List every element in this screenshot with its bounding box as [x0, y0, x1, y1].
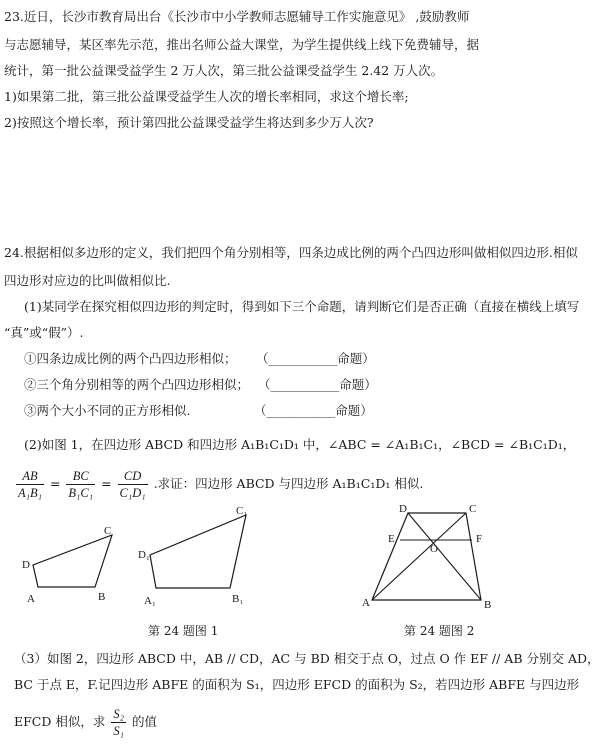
q24-line2: 四边形对应边的比叫做相似比.	[4, 273, 171, 288]
fig1-label-b: B	[98, 591, 106, 603]
fig2-label-d: D	[399, 503, 407, 515]
fraction-ab-numerator: AB	[16, 468, 44, 485]
proposition-1: ①四条边成比例的两个凸四边形相似；	[24, 351, 237, 366]
fraction-bc	[66, 468, 95, 501]
q23-line1: 23.近日，长沙市教育局出台《长沙市中小学教师志愿辅导工作实施意见》 ,鼓励教师	[4, 9, 470, 24]
fraction-s1: S₁	[113, 724, 124, 738]
fraction-ab	[16, 468, 44, 501]
fig1-label-d: D	[22, 559, 30, 571]
fraction-cd-numerator: CD	[118, 468, 148, 485]
part3-line3-suffix: 的值	[131, 714, 157, 729]
q24-part3-line1: （3）如图 2，四边形 ABCD 中，AB // CD，AC 与 BD 相交于点 O，过点 O 作 EF // AB 分别交 AD，	[14, 651, 600, 666]
proposition-3-blank: （___________命题）	[254, 403, 373, 418]
q23-part2: 2)按照这个增长率，预计第四批公益课受益学生将达到多少万人次?	[4, 115, 374, 130]
fig2-label-o: O	[430, 543, 438, 555]
q24-part2-text: (2)如图 1，在四边形 ABCD 和四边形 A₁B₁C₁D₁ 中，∠ABC = ∠A₁B₁C₁，∠BCD = ∠B₁C₁D₁，	[24, 437, 576, 452]
fig1-label-c: C	[104, 525, 112, 537]
fig1b-label-b: B₁	[232, 593, 244, 605]
fraction-s2-s1	[111, 706, 126, 739]
fraction-bc-numerator: BC	[66, 468, 95, 485]
fraction-s2: S₂	[113, 707, 124, 721]
fig1b-label-c: C₁	[236, 505, 248, 517]
quad-abcd	[33, 535, 112, 587]
fraction-ab-denominator: A₁B₁	[18, 486, 42, 500]
q24-part1-line2: “真”或“假”）.	[4, 325, 84, 340]
fig1-label-a: A	[27, 593, 35, 605]
proposition-1-blank: （___________命题）	[256, 351, 375, 366]
fraction-bc-denominator: B₁C₁	[68, 486, 94, 500]
trapezoid-abcd	[372, 513, 481, 600]
equals-sign-1: =	[49, 476, 61, 491]
fig2-label-e: E	[388, 533, 395, 545]
ratio-equality	[14, 466, 423, 502]
q23-line3: 统计，第一批公益课受益学生 2 万人次，第三批公益课受益学生 2.42 万人次。	[4, 63, 444, 78]
fig2-label-b: B	[484, 599, 492, 611]
quad-a1b1c1d1	[150, 515, 246, 588]
proposition-2: ②三个角分别相等的两个凸四边形相似；	[24, 377, 250, 392]
proposition-3: ③两个大小不同的正方形相似.	[24, 403, 191, 418]
fig2-label-a: A	[362, 597, 370, 609]
q24-part1-line1: (1)某同学在探究相似四边形的判定时，得到如下三个命题，请判断它们是否正确（直接在横线上填写	[24, 299, 580, 314]
q24-part3-line2: BC 于点 E，F.记四边形 ABFE 的面积为 S₁，四边形 EFCD 的面积为 S₂，若四边形 ABFE 与四边形	[14, 677, 580, 692]
figures-canvas	[0, 500, 614, 630]
equals-sign-2: =	[101, 476, 112, 491]
figure-1-caption: 第 24 题图 1	[148, 624, 219, 638]
fig1b-label-a: A₁	[144, 595, 156, 607]
fraction-cd-denominator: C₁D₁	[119, 486, 146, 500]
fig1b-label-d: D₁	[138, 549, 150, 561]
figure-2-caption: 第 24 题图 2	[404, 624, 475, 638]
q24-line1: 24.根据相似多边形的定义，我们把四个角分别相等，四条边成比例的两个凸四边形叫做相似四边形.相似	[4, 245, 578, 260]
q24-part3-line3	[14, 704, 157, 740]
proposition-2-blank: （___________命题）	[258, 377, 377, 392]
fraction-cd	[118, 468, 148, 501]
part3-line3-prefix: EFCD 相似，求	[14, 714, 106, 729]
q23-line2: 与志愿辅导，某区率先示范，推出名师公益大课堂，为学生提供线上线下免费辅导，据	[4, 37, 480, 52]
q23-part1: 1)如果第二批，第三批公益课受益学生人次的增长率相同，求这个增长率;	[4, 89, 409, 104]
fig2-label-c: C	[469, 503, 477, 515]
fig2-label-f: F	[476, 533, 483, 545]
prove-text: .求证：四边形 ABCD 与四边形 A₁B₁C₁D₁ 相似.	[153, 476, 424, 491]
